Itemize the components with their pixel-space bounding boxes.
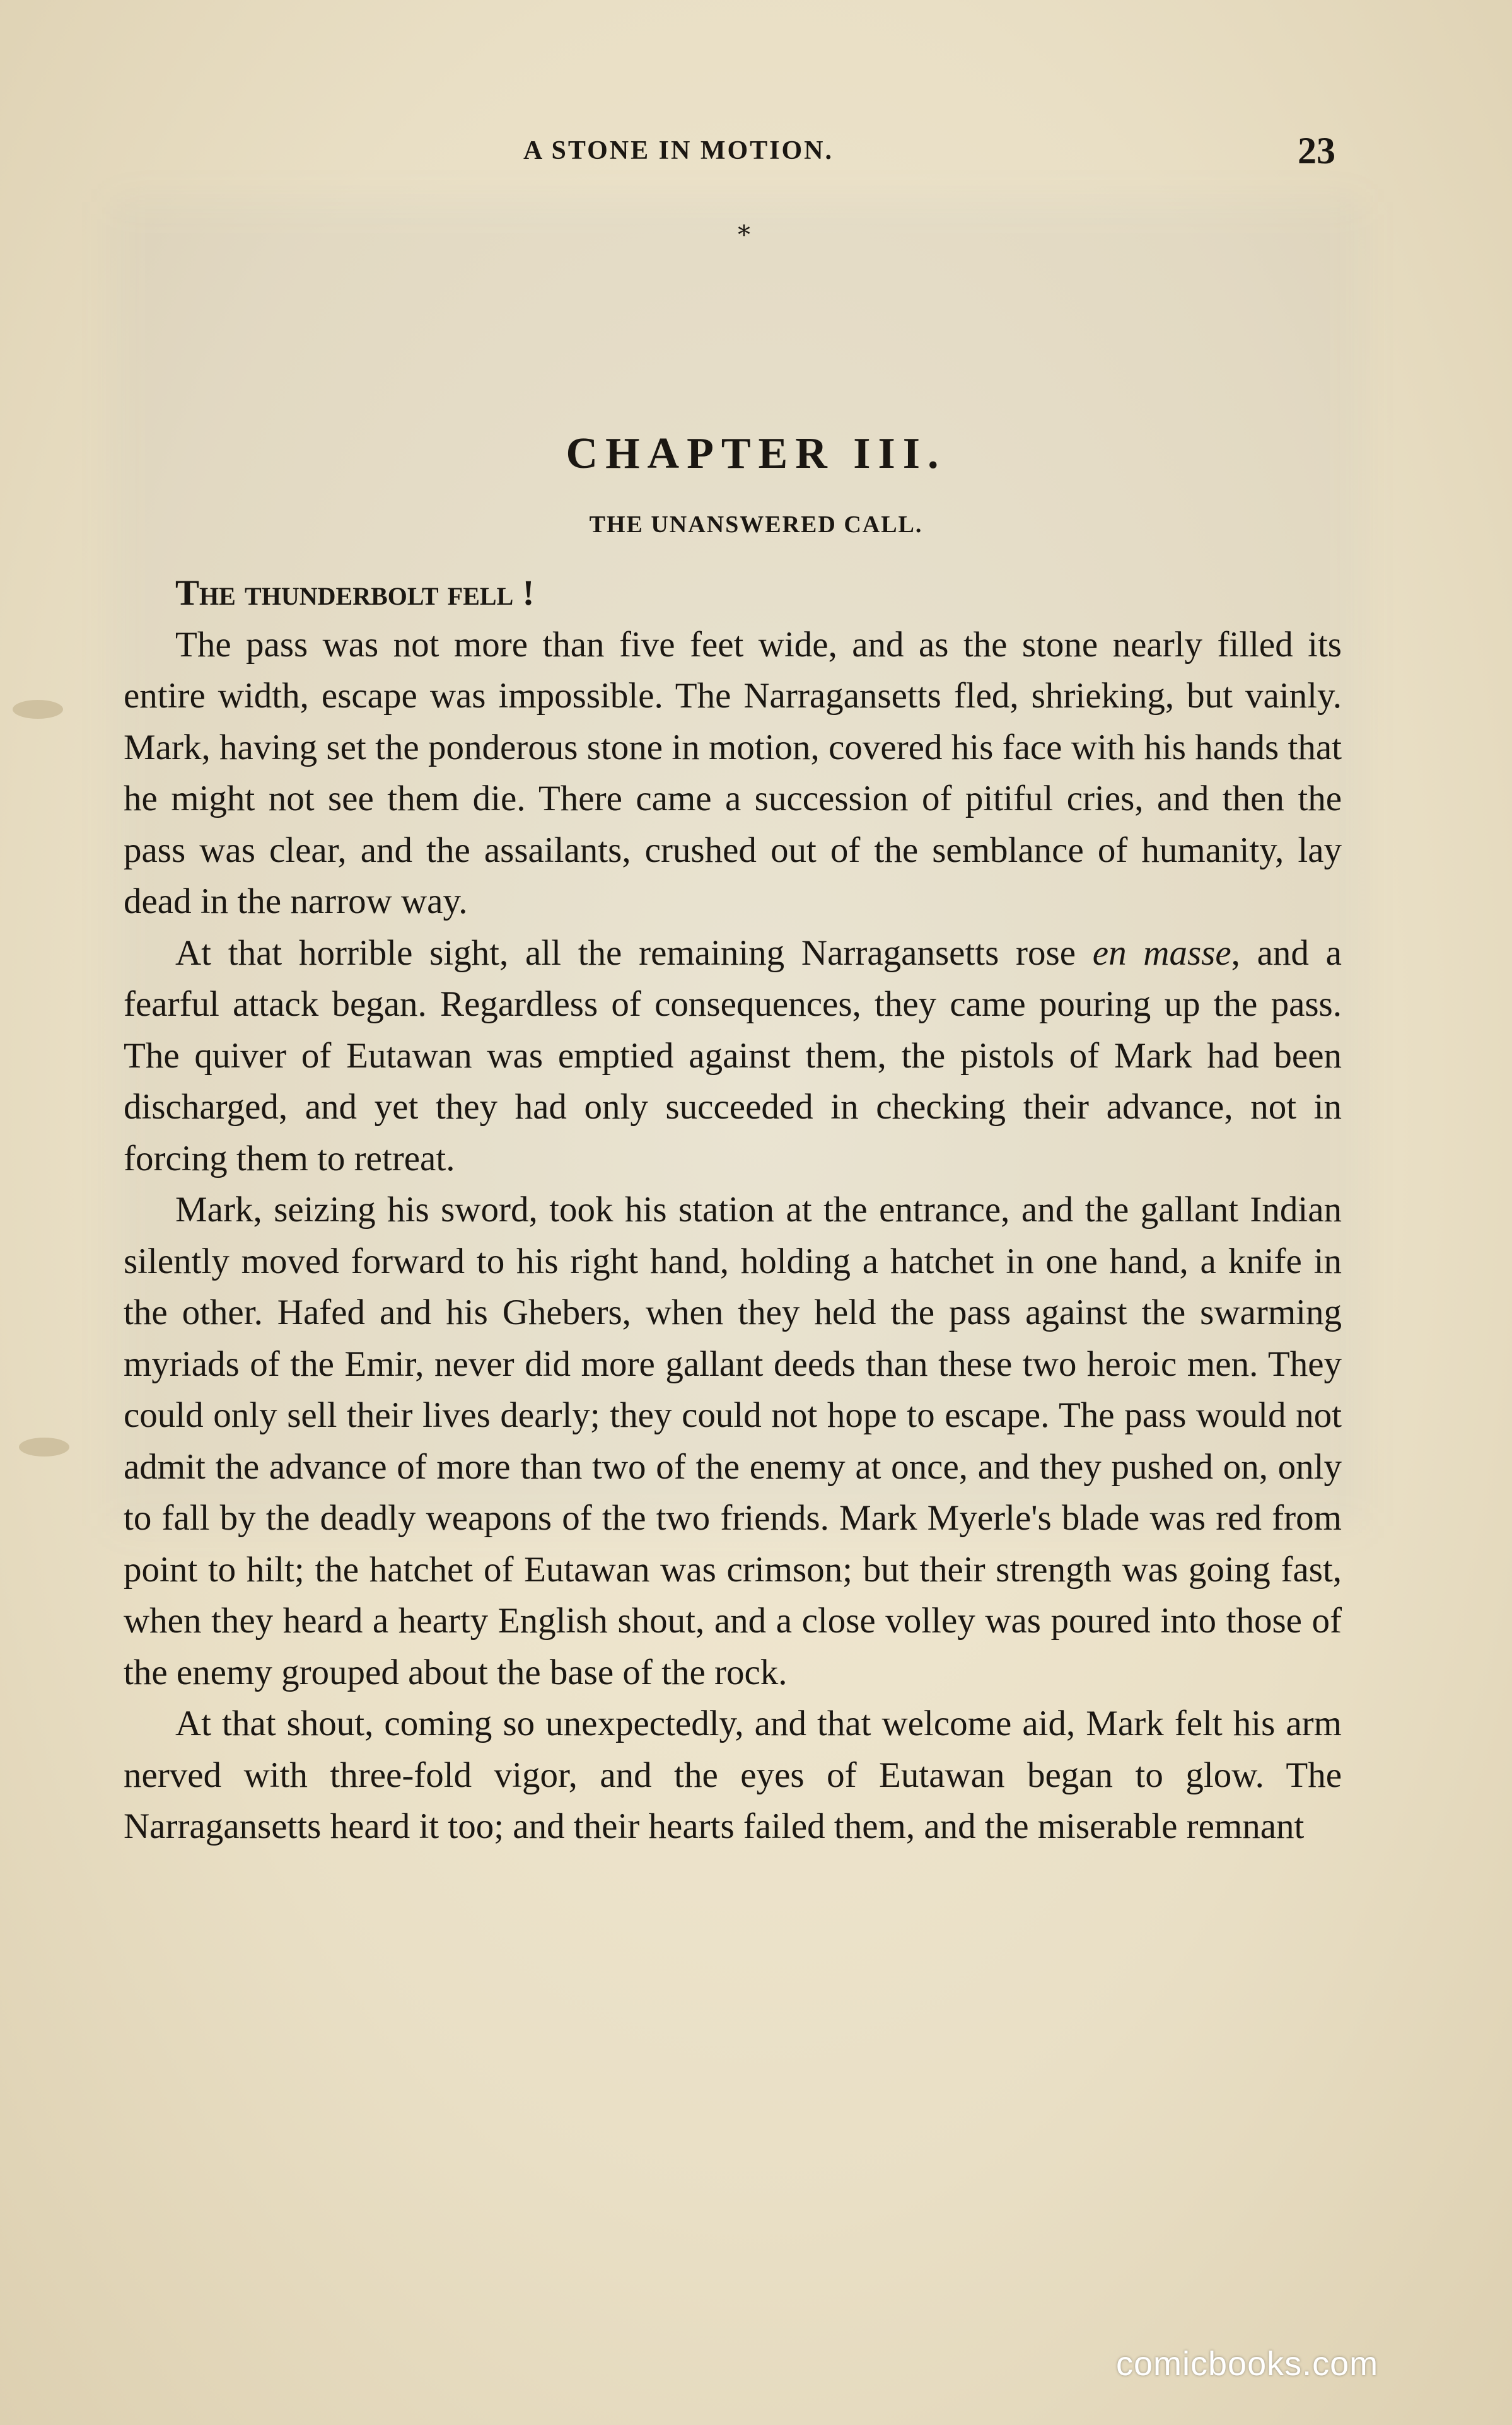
chapter-title: CHAPTER III.: [566, 429, 946, 478]
body-text: [124, 567, 1342, 1852]
chapter-subtitle: THE UNANSWERED CALL.: [589, 511, 923, 538]
page-tear-mark: [13, 700, 63, 719]
paragraph-2: At that horrible sight, all the remaining Narragansetts rose en masse, and a fearful attack began. Regardless of consequences, they came pouring up the pass. The quiver of Eutawan was emptied against them, the pistols of Mark had been discharged, and yet they had only succeeded in checking their advance, not in forcing them to retreat.: [124, 933, 1342, 1178]
running-title: A STONE IN MOTION.: [523, 136, 834, 165]
page-tear-mark: [19, 1438, 69, 1457]
italic-phrase: en masse: [1092, 933, 1231, 973]
running-header: [0, 129, 1512, 173]
paragraph-3: Mark, seizing his sword, took his station at the entrance, and the gallant Indian silently moved forward to his right hand, holding a hatchet in one hand, a knife in the other. Hafed and his Ghebers, when they held the pass against the swarming myriads of the Emir, never did more gallant deeds than these two heroic men. They could only sell their lives dearly; they could not hope to escape. The pass would not admit the advance of more than two of the enemy at once, and they pushed on, only to fall by the deadly weapons of the two friends. Mark Myerle's blade was red from point to hilt; the hatchet of Eutawan was crimson; but their strength was going fast, when they heard a hearty English shout, and a close volley was poured into those of the enemy grouped about the base of the rock.: [124, 1190, 1342, 1692]
paragraph-4: At that shout, coming so unexpectedly, and that welcome aid, Mark felt his arm nerved with three-fold vigor, and the eyes of Eutawan began to glow. The Narragansetts heard it too; and their hearts failed them, and the miserable remnant: [124, 1704, 1342, 1846]
page-number: 23: [1298, 130, 1335, 172]
ornament-mark: *: [738, 221, 750, 250]
paragraph-1: The pass was not more than five feet wide, and as the stone nearly filled its entire width, escape was impossible. The Narragansetts fled, shrieking, but vainly. Mark, having set the ponderous stone in motion, covered his face with his hands that he might not see them die. There came a succession of pitiful cries, and then the pass was clear, and the assailants, crushed out of the semblance of humanity, lay dead in the narrow way.: [124, 624, 1342, 921]
watermark: comicbooks.com: [1116, 2345, 1379, 2383]
opening-line: The thunderbolt fell !: [175, 573, 535, 613]
